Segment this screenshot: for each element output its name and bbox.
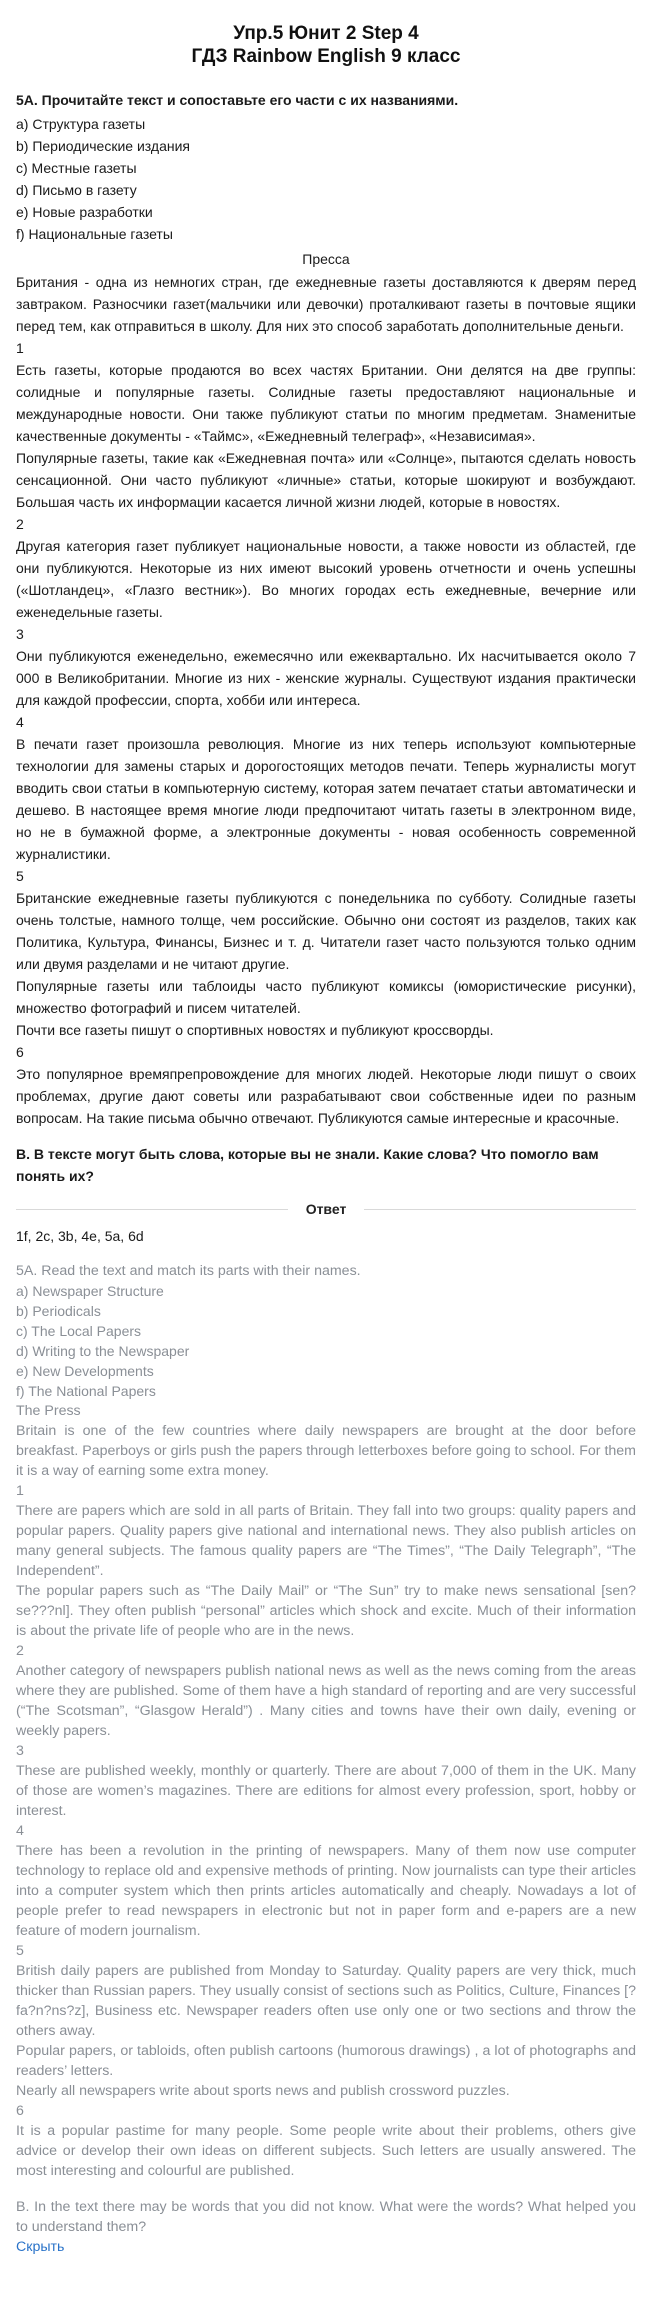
part-1b-en: The popular papers such as “The Daily Mail” or “The Sun” try to make news sensational [sen?se???nl]. They often publish “personal” articles which shock and excite. Much of their information is about the private life of people who are in the news.: [16, 1583, 636, 1639]
part-6-ru: Это популярное времяпрепровождение для многих людей. Некоторые люди пишут о своих проблемах, другие дают советы или разрабатывают свои собственные идеи по разным вопросам. На такие письма обычно отвечают. Публикуются самые интересные и красочные.: [16, 1066, 636, 1126]
part-1a-en: There are papers which are sold in all parts of Britain. They fall into two groups: quality papers and popular papers. Quality papers give national and international news. They also publish articles on many general subjects. The famous quality papers are “The Times”, “The Daily Telegraph”, “The Independent”.: [16, 1503, 636, 1579]
part-3-ru: Они публикуются еженедельно, ежемесячно или ежеквартально. Их насчитывается около 7 000 в Великобритании. Многие из них - женские журналы. Существуют издания практически для каждой профессии, спорта, хобби или интереса.: [16, 648, 636, 708]
part-number-5-ru: 5: [16, 868, 24, 884]
russian-section: [16, 90, 636, 1187]
part-number-4-ru: 4: [16, 714, 24, 730]
part-4-en: There has been a revolution in the printing of newspapers. Many of them now use computer technology to replace old and expensive methods of printing. Now journalists can type their articles into a computer system which then prints articles automatically and cheaply. Nowadays a lot of people prefer to read newspapers in electronic but not in paper form and e-papers are a new feature of modern journalism.: [16, 1843, 636, 1939]
task-title-ru: 5A. Прочитайте текст и сопоставьте его части с их названиями.: [16, 92, 459, 108]
part-number-6-ru: 6: [16, 1044, 24, 1060]
part-5c-ru: Почти все газеты пишут о спортивных новостях и публикуют кроссворды.: [16, 1022, 494, 1038]
part-number-3-en: 3: [16, 1743, 24, 1759]
part-2-en: Another category of newspapers publish national news as well as the news coming from the areas where they are published. Some of them have a high standard of reporting and are very successful (“The Scotsman”, “Glasgow Herald”) . Many cities and towns have their own daily, evening or weekly papers.: [16, 1663, 636, 1739]
part-4-ru: В печати газет произошла революция. Многие из них теперь используют компьютерные технологии для замены старых и дорогостоящих методов печати. Теперь журналисты могут вводить свои статьи в компьютерную систему, которая затем печатает статьи автоматически и дешево. В настоящее время многие люди предпочитают читать газеты в электронном виде, но не в бумажной форме, а электронные документы - новая особенность современной журналистики.: [16, 736, 636, 862]
option-b-ru: b) Периодические издания: [16, 138, 190, 154]
part-3-en: These are published weekly, monthly or quarterly. There are about 7,000 of them in the UK. Many of those are women’s magazines. There are editions for almost every profession, sport, hobby or interest.: [16, 1763, 636, 1819]
part-5a-ru: Британские ежедневные газеты публикуются с понедельника по субботу. Солидные газеты очень толстые, намного толще, чем российские. Обычно они состоят из разделов, таких как Политика, Культура, Финансы, Бизнес и т. д. Читатели газет часто пользуются только одним или двумя разделами и не читают другие.: [16, 890, 636, 972]
part-number-4-en: 4: [16, 1823, 24, 1839]
text-title-ru: Пресса: [302, 251, 350, 267]
text-title-en: The Press: [16, 1403, 81, 1419]
divider-line-right: [364, 1209, 636, 1210]
part-1a-ru: Есть газеты, которые продаются во всех частях Британии. Они делятся на две группы: солидные и популярные газеты. Солидные газеты предоставляют национальные и международные новости. Они также публикуют статьи по многим предметам. Знаменитые качественные документы - «Таймс», «Ежедневный телеграф», «Независимая».: [16, 362, 636, 444]
part-1b-ru: Популярные газеты, такие как «Ежедневная почта» или «Солнце», пытаются сделать новость сенсационной. Они часто публикуют «личные» статьи, которые шокируют и возбуждают. Большая часть их информации касается личной жизни людей, которые в новостях.: [16, 450, 636, 510]
option-e-en: e) New Developments: [16, 1363, 154, 1379]
hide-link[interactable]: Скрыть: [16, 2239, 65, 2255]
task-title-en: 5A. Read the text and match its parts with their names.: [16, 1263, 361, 1279]
part-2-ru: Другая категория газет публикует национальные новости, а также новости из областей, где они публикуются. Некоторые из них имеют высокий уровень отчетности и очень успешны («Шотландец», «Глазго вестник»). Во многих городах есть ежедневные, вечерние или еженедельные газеты.: [16, 538, 636, 620]
answer-heading: Ответ: [305, 1201, 347, 1217]
part-5c-en: Nearly all newspapers write about sports news and publish crossword puzzles.: [16, 2083, 510, 2099]
option-d-en: d) Writing to the Newspaper: [16, 1343, 190, 1359]
option-a-ru: a) Структура газеты: [16, 116, 146, 132]
part-number-3-ru: 3: [16, 626, 24, 642]
part-number-2-en: 2: [16, 1643, 24, 1659]
intro-en: Britain is one of the few countries where daily newspapers are brought at the door before breakfast. Paperboys or girls push the papers through letterboxes before going to school. For them it is a way of earning some extra money.: [16, 1423, 636, 1479]
part-number-6-en: 6: [16, 2103, 24, 2119]
title-line-2: ГДЗ Rainbow English 9 класс: [191, 46, 461, 67]
part-6-en: It is a popular pastime for many people. Some people write about their problems, others give advice or develop their own ideas on different subjects. Such letters are usually answered. The most interesting and colourful are published.: [16, 2123, 636, 2179]
english-section: [16, 1261, 636, 2257]
part-5b-en: Popular papers, or tabloids, often publish cartoons (humorous drawings) , a lot of photographs and readers’ letters.: [16, 2043, 636, 2079]
option-a-en: a) Newspaper Structure: [16, 1283, 164, 1299]
part-number-1-en: 1: [16, 1483, 24, 1499]
intro-ru: Британия - одна из немногих стран, где ежедневные газеты доставляются к дверям перед завтраком. Разносчики газет(мальчики или девочки) проталкивают газеты в почтовые ящики перед тем, как отправиться в школу. Для них это способ заработать дополнительные деньги.: [16, 274, 636, 334]
answer-divider: [16, 1201, 636, 1217]
option-f-ru: f) Национальные газеты: [16, 226, 173, 242]
option-c-en: c) The Local Papers: [16, 1323, 142, 1339]
answer-key: 1f, 2c, 3b, 4e, 5a, 6d: [16, 1228, 144, 1244]
part-5a-en: British daily papers are published from Monday to Saturday. Quality papers are very thick, much thicker than Russian papers. They usually consist of sections such as Politics, Culture, Finances [?fa?n?ns?z], Business etc. Newspaper readers often use only one or two sections and throw the others away.: [16, 1963, 636, 2039]
part-number-1-ru: 1: [16, 340, 24, 356]
option-d-ru: d) Письмо в газету: [16, 182, 137, 198]
part-5b-ru: Популярные газеты или таблоиды часто публикуют комиксы (юмористические рисунки), множество фотографий и писем читателей.: [16, 978, 636, 1016]
part-number-5-en: 5: [16, 1943, 24, 1959]
part-number-2-ru: 2: [16, 516, 24, 532]
title-line-1: Упр.5 Юнит 2 Step 4: [233, 23, 419, 44]
divider-line-left: [16, 1209, 288, 1210]
option-f-en: f) The National Papers: [16, 1383, 156, 1399]
options-list-ru: [16, 113, 636, 245]
option-e-ru: e) Новые разработки: [16, 204, 153, 220]
option-c-ru: c) Местные газеты: [16, 160, 137, 176]
options-list-en: [16, 1281, 636, 1401]
task-b-ru: B. В тексте могут быть слова, которые вы не знали. Какие слова? Что помогло вам понять их?: [16, 1146, 599, 1184]
page-title: [16, 22, 636, 68]
option-b-en: b) Periodicals: [16, 1303, 101, 1319]
task-b-en: B. In the text there may be words that you did not know. What were the words? What helped you to understand them?: [16, 2199, 636, 2235]
